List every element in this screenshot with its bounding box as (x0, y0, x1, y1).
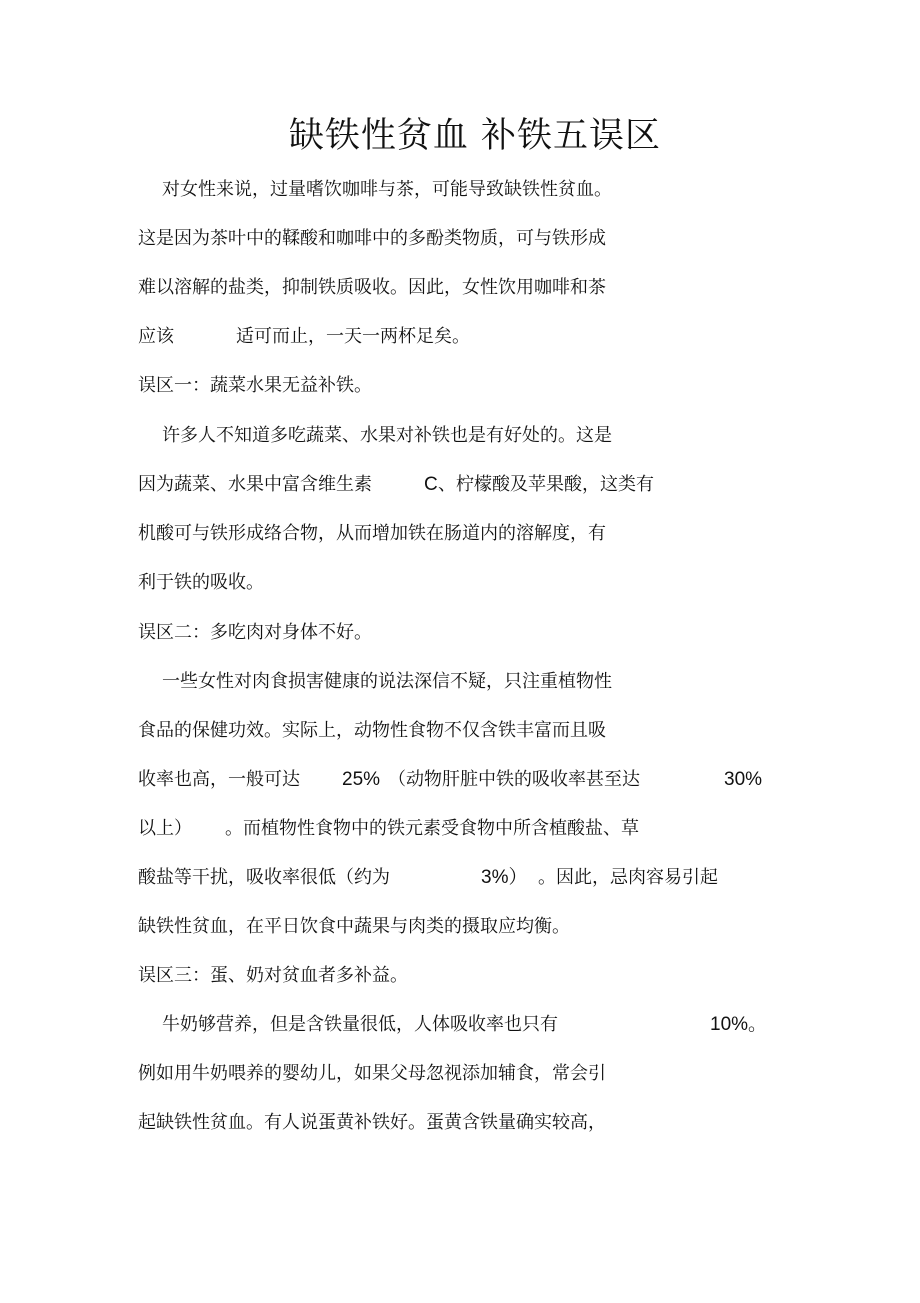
section-heading-myth-3: 误区三：蛋、奶对贫血者多补益。 (138, 965, 408, 986)
percent-value: 30% (724, 769, 763, 790)
percent-value: 3%） (481, 867, 528, 888)
paragraph-line: 以上） (138, 818, 192, 839)
section-heading-myth-1: 误区一：蔬菜水果无益补铁。 (138, 375, 372, 396)
paragraph-line: 起缺铁性贫血。有人说蛋黄补铁好。蛋黄含铁量确实较高， (138, 1112, 606, 1133)
paragraph-line: 适可而止，一天一两杯足矣。 (236, 326, 470, 347)
paragraph-line: 对女性来说，过量嗜饮咖啡与茶，可能导致缺铁性贫血。 (162, 179, 612, 200)
paragraph-line: 、柠檬酸及苹果酸，这类有 (438, 474, 654, 495)
paragraph-line: 例如用牛奶喂养的婴幼儿，如果父母忽视添加辅食，常会引 (138, 1063, 606, 1084)
percent-value: 10%。 (710, 1014, 768, 1035)
section-heading-myth-2: 误区二：多吃肉对身体不好。 (138, 622, 372, 643)
paragraph-line: 因为蔬菜、水果中富含维生素 (138, 474, 372, 495)
paragraph-line: 。而植物性食物中的铁元素受食物中所含植酸盐、草 (225, 818, 639, 839)
percent-value: 25% (342, 769, 381, 790)
paragraph-line: （动物肝脏中铁的吸收率甚至达 (388, 769, 640, 790)
paragraph-line: 许多人不知道多吃蔬菜、水果对补铁也是有好处的。这是 (162, 425, 612, 446)
paragraph-line: 收率也高，一般可达 (138, 769, 300, 790)
vitamin-c-label: C (424, 474, 438, 495)
paragraph-line: 利于铁的吸收。 (138, 572, 264, 593)
paragraph-line: 一些女性对肉食损害健康的说法深信不疑，只注重植物性 (162, 671, 612, 692)
paragraph-line: 。因此，忌肉容易引起 (538, 867, 718, 888)
document-title: 缺铁性贫血 补铁五误区 (288, 116, 662, 156)
paragraph-line: 酸盐等干扰，吸收率很低（约为 (138, 867, 390, 888)
paragraph-line: 缺铁性贫血，在平日饮食中蔬果与肉类的摄取应均衡。 (138, 916, 570, 937)
paragraph-line: 牛奶够营养，但是含铁量很低，人体吸收率也只有 (162, 1014, 558, 1035)
paragraph-line: 食品的保健功效。实际上，动物性食物不仅含铁丰富而且吸 (138, 720, 606, 741)
paragraph-line: 这是因为茶叶中的鞣酸和咖啡中的多酚类物质，可与铁形成 (138, 228, 606, 249)
paragraph-line: 应该 (138, 326, 174, 347)
paragraph-line: 机酸可与铁形成络合物，从而增加铁在肠道内的溶解度，有 (138, 523, 606, 544)
paragraph-line: 难以溶解的盐类，抑制铁质吸收。因此，女性饮用咖啡和茶 (138, 277, 606, 298)
